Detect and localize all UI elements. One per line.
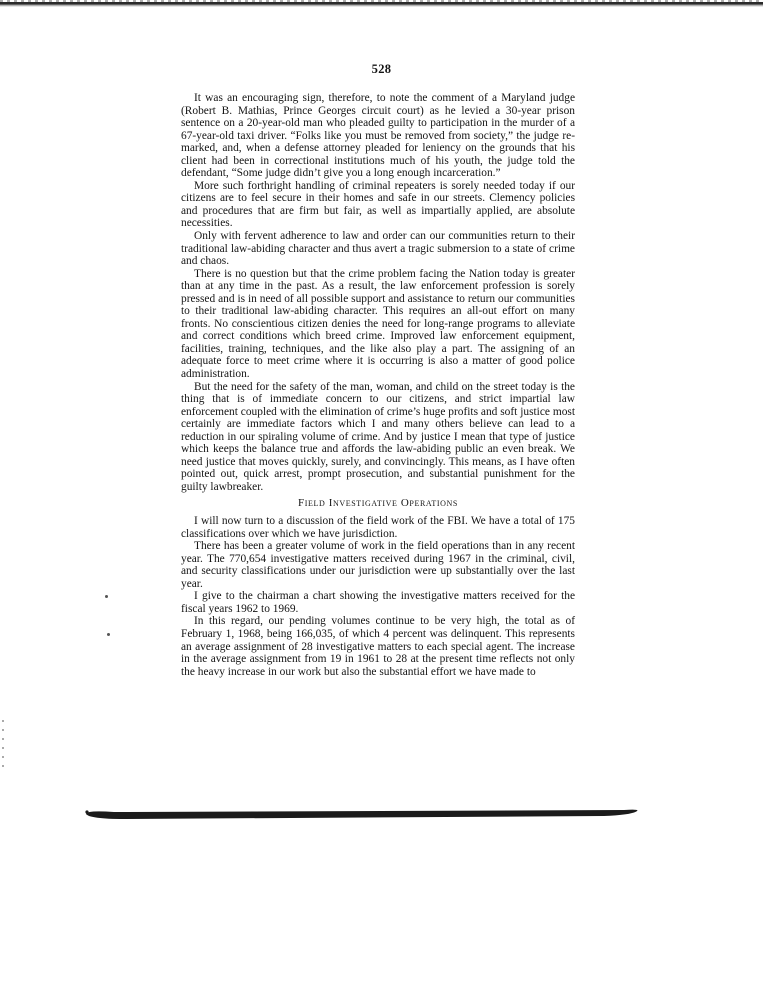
body-text [181,92,575,678]
paragraph-crime-problem: There is no question but that the crime problem facing the Nation today is greater than at any time in the past. As a result, the law enforcement profession is sorely pressed and is in need of all possible support and assistance to return our communities to their traditional law-abiding character. This requires an all-out effort on many fronts. No conscientious citizen denies the need for long-range programs to alleviate and correct conditions which breed crime. Improved law enforcement equipment, facilities, training, techniques, and the like also play a part. The assigning of an adequate force to meet crime where it is occurring is also a matter of good police administration. [181,267,575,381]
section-heading: Field Investigative Operations [298,496,458,509]
paragraph-criminal-repeaters: More such forthright handling of criminal repeaters is sorely needed today if our citizens are to feel secure in their homes and safe in our streets. Clemency policies and procedures that are firm but fair, as well as impartially applied, are absolute necessities. [181,179,575,230]
paragraph-law-and-order: Only with fervent adherence to law and order can our communities return to their traditional law-abiding character and thus avert a tragic submersion to a state of crime and chaos. [181,230,575,268]
left-edge-marks [2,720,4,770]
margin-speck [105,595,108,598]
paragraph-chart-reference: I give to the chairman a chart showing the investigative matters received for the fiscal years 1962 to 1969. [181,590,575,615]
page-number: 528 [371,62,392,76]
top-border-rule [0,2,763,7]
margin-speck [107,633,110,636]
paragraph-maryland-judge: It was an encouraging sign, therefore, to note the comment of a Maryland judge (Robert B. Mathias, Prince Georges circuit court) as he levied a 30-year prison sentence on a 20-year-old man who pleaded guilty to participation in the murder of a 67-year-old taxi driver. “Folks like you must be removed from society,” the judge remarked, and, when a defense attorney pleaded for leniency on the grounds that his client had been in correctional institutions much of his youth, the judge told the defendant, “Some judge didn’t give you a long enough incarceration.” [181,92,575,180]
bottom-border-rule [84,808,640,820]
paragraph-pending-volumes: In this regard, our pending volumes continue to be very high, the total as of February 1, 1968, being 166,035, of which 4 percent was delinquent. This represents an average assignment of 28 investigative matters to each special agent. The increase in the average assignment from 19 in 1961 to 28 at the present time reflects not only the heavy increase in our work but also the substantial effort we have made to [181,615,575,678]
paragraph-work-volume: There has been a greater volume of work in the field operations than in any recent year. The 770,654 investigative matters received during 1967 in the criminal, civil, and security classifications under our jurisdiction were up substantially over the last year. [181,540,575,590]
paragraph-field-work: I will now turn to a discussion of the field work of the FBI. We have a total of 175 classifications over which we have jurisdiction. [181,515,575,540]
paragraph-need-for-safety: But the need for the safety of the man, woman, and child on the street today is the thing that is of immediate concern to our citizens, and strict impartial law enforcement coupled with the elimination of crime’s huge profits and soft justice most certainly are immediate factors which I and many others believe can lead to a reduction in our spiraling volume of crime. And by justice I mean that type of justice which keeps the balance true and affords the law-abiding public an even break. We need justice that moves quickly, surely, and convincingly. This means, as I have often pointed out, quick arrest, prompt prosecution, and substantial punishment for the guilty lawbreaker. [181,380,575,493]
